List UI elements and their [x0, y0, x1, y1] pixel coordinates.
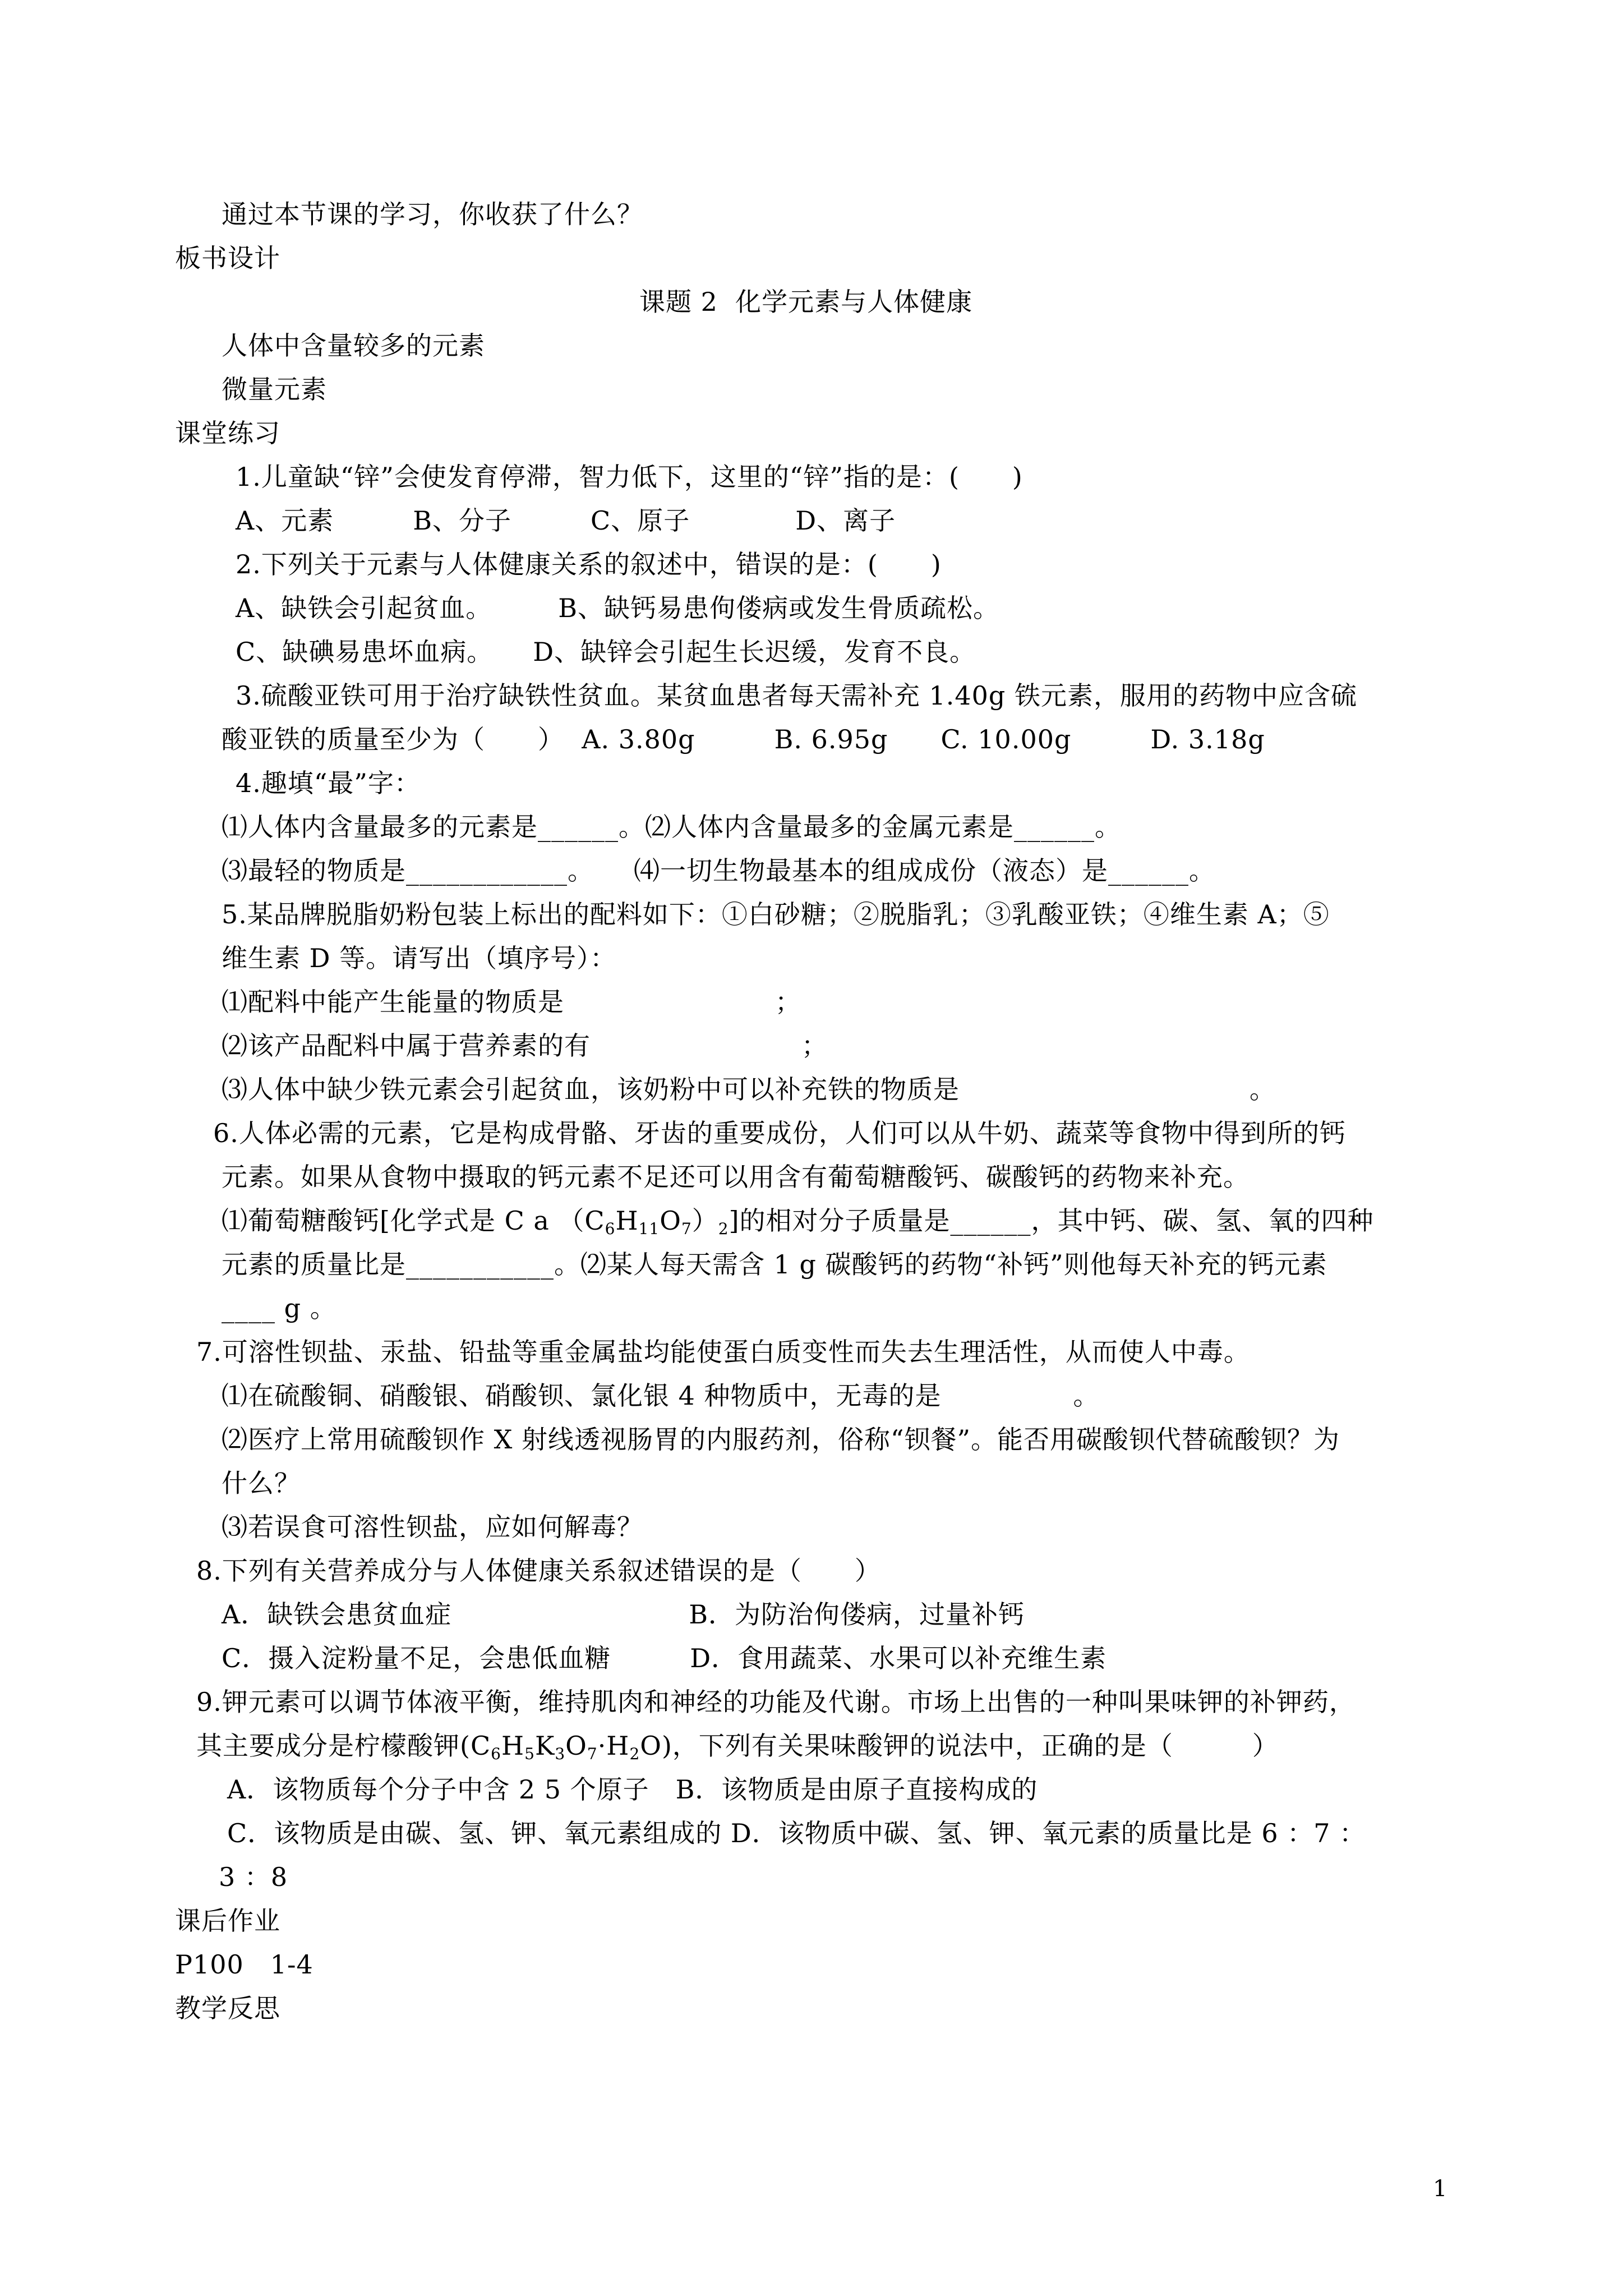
- section-heading-homework: 课后作业: [175, 1906, 280, 1936]
- question-7-part-2: ⑵医疗上常用硫酸钡作 X 射线透视肠胃的内服药剂，俗称“钡餐”。能否用碳酸钡代替硫酸钡？为: [222, 1424, 1340, 1455]
- question-4: 4.趣填“最”字：: [236, 768, 421, 798]
- question-6-answer-blank: ____ g 。: [222, 1293, 336, 1323]
- question-7-part-2-continued: 什么？: [222, 1468, 301, 1498]
- question-5: 5.某品牌脱脂奶粉包装上标出的配料如下：①白砂糖；②脱脂乳；③乳酸亚铁；④维生素 A；⑤: [222, 899, 1330, 930]
- question-3: 3.硫酸亚铁可用于治疗缺铁性贫血。某贫血患者每天需补充 1.40g 铁元素，服用的药物中应含硫: [236, 680, 1358, 711]
- question-1: 1.儿童缺“锌”会使发育停滞，智力低下，这里的“锌”指的是：( ): [236, 462, 1023, 492]
- question-4-part-3-4: ⑶最轻的物质是____________。 ⑷一切生物最基本的组成成份（液态）是______。: [222, 855, 1215, 886]
- section-heading-board-design: 板书设计: [175, 243, 280, 273]
- question-2-options-cd: C、缺碘易患坏血病。 D、缺锌会引起生长迟缓，发育不良。: [236, 637, 976, 667]
- question-8-options-cd: C．摄入淀粉量不足，会患低血糖 D．食用蔬菜、水果可以补充维生素: [222, 1643, 1107, 1673]
- question-1-options: A、元素 B、分子 C、原子 D、离子: [236, 505, 896, 536]
- lesson-title: 课题 2 化学元素与人体健康: [639, 287, 973, 317]
- intro-question: 通过本节课的学习，你收获了什么？: [222, 199, 643, 229]
- question-8: 8.下列有关营养成分与人体健康关系叙述错误的是（ ）: [196, 1556, 881, 1586]
- question-5-part-2: ⑵该产品配料中属于营养素的有 ；: [222, 1030, 828, 1061]
- question-5-part-3: ⑶人体中缺少铁元素会引起贫血，该奶粉中可以补充铁的物质是 。: [222, 1074, 1276, 1105]
- board-item-trace-elements: 微量元素: [222, 374, 327, 404]
- question-9-options-ab: A．该物质每个分子中含 2 5 个原子 B．该物质是由原子直接构成的: [227, 1774, 1038, 1805]
- question-6-mass-ratio: 元素的质量比是___________。⑵某人每天需含 1 g 碳酸钙的药物“补钙”则他每天补充的钙元素: [222, 1249, 1327, 1280]
- page-number: 1: [1433, 2176, 1448, 2202]
- homework-assignment: P100 1-4: [175, 1949, 313, 1980]
- question-8-options-ab: A．缺铁会患贫血症 B．为防治佝偻病，过量补钙: [222, 1599, 1025, 1630]
- question-5-continued: 维生素 D 等。请写出（填序号）：: [222, 943, 617, 973]
- question-3-continued: 酸亚铁的质量至少为（ ） A. 3.80g B. 6.95g C. 10.00g D. 3.18g: [222, 724, 1265, 754]
- question-5-part-1: ⑴配料中能产生能量的物质是 ；: [222, 987, 801, 1017]
- question-4-part-1-2: ⑴人体内含量最多的元素是______。⑵人体内含量最多的金属元素是______。: [222, 812, 1121, 842]
- question-6: 6.人体必需的元素，它是构成骨骼、牙齿的重要成份，人们可以从牛奶、蔬菜等食物中得到所的钙: [213, 1118, 1346, 1148]
- question-7: 7.可溶性钡盐、汞盐、铅盐等重金属盐均能使蛋白质变性而失去生理活性，从而使人中毒。: [196, 1337, 1250, 1367]
- question-9-options-cd-continued: 3 ：8: [219, 1862, 288, 1892]
- section-heading-teaching-reflection: 教学反思: [175, 1993, 280, 2023]
- question-6-formula-line: ⑴葡萄糖酸钙[化学式是 C a $(C_6H_{11}O_7)_2$]的相对分子质量是______，其中钙、碳、氢、氧的四种: [222, 1205, 1374, 1238]
- question-2: 2.下列关于元素与人体健康关系的叙述中，错误的是：( ): [236, 549, 942, 579]
- question-9: 9.钾元素可以调节体液平衡，维持肌肉和神经的功能及代谢。市场上出售的一种叫果味钾的补钾药，: [196, 1687, 1355, 1717]
- question-9-formula-line: 其主要成分是柠檬酸钾$(C_6H_5K_3O_7\cdot H_2O)$，下列有关果味酸钾的说法中，正确的是（ ）: [196, 1731, 1279, 1763]
- question-7-part-3: ⑶若误食可溶性钡盐，应如何解毒？: [222, 1512, 643, 1542]
- question-7-part-1: ⑴在硫酸铜、硝酸银、硝酸钡、氯化银 4 种物质中，无毒的是 。: [222, 1381, 1100, 1411]
- question-9-options-cd: C．该物质是由碳、氢、钾、氧元素组成的 D．该物质中碳、氢、钾、氧元素的质量比是 6 ：7 ：: [227, 1818, 1366, 1848]
- question-2-options-ab: A、缺铁会引起贫血。 B、缺钙易患佝偻病或发生骨质疏松。: [236, 593, 1000, 623]
- section-heading-classroom-practice: 课堂练习: [175, 418, 280, 448]
- question-6-continued: 元素。如果从食物中摄取的钙元素不足还可以用含有葡萄糖酸钙、碳酸钙的药物来补充。: [222, 1162, 1249, 1192]
- board-item-major-elements: 人体中含量较多的元素: [222, 330, 485, 361]
